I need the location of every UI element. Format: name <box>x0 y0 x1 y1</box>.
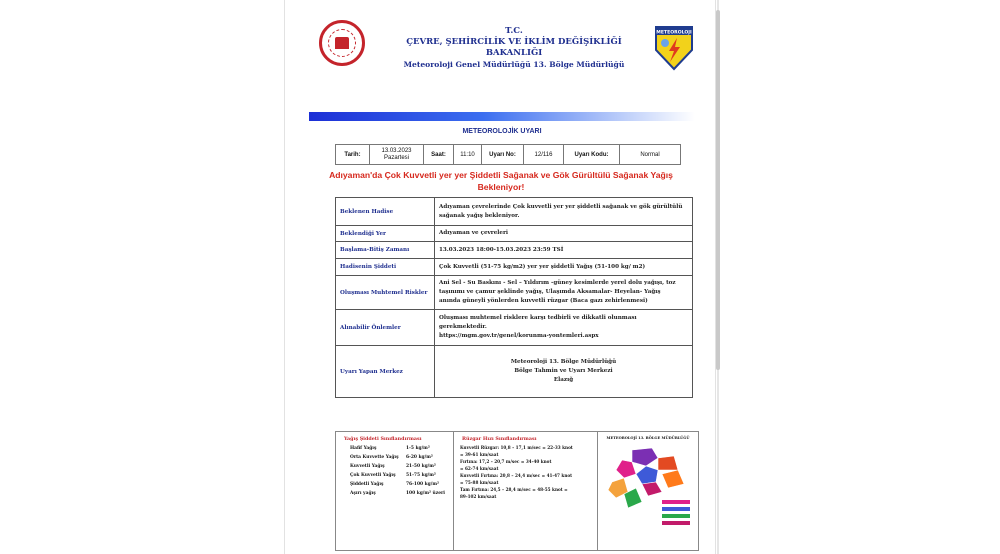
rain-title: Yağış Şiddeti Sınıflandırması <box>344 436 422 442</box>
table-row <box>336 310 693 346</box>
center-line-3: Elazığ <box>553 377 574 383</box>
risk-line-2: taşınımı ve çamur şeklinde yağış, Ulaşımda Aksamalar- Heyelan- Yağış <box>439 289 661 295</box>
headline-line-1: Adıyaman'da Çok Kuvvetli yer yer Şiddetli Sağanak ve Gök Gürültülü Sağanak Yağış <box>329 170 673 180</box>
list-item: Hafif Yağış 1-5 kg/m² <box>350 446 430 451</box>
warning-code-label: Uyarı Kodu: <box>564 145 620 164</box>
warning-headline <box>325 169 677 193</box>
risk-label: Oluşması Muhtemel Riskler <box>336 276 435 310</box>
list-item: Tam Fırtına: 24,5 – 28,4 m/sec = 48-55 knot = <box>460 487 568 492</box>
region-map-panel <box>598 432 698 550</box>
severity-value: Çok Kuvvetli (51-75 kg/m2) yer yer şiddetli Yağış (51-100 kg/ m2) <box>435 259 693 276</box>
place-value: Adıyaman ve çevreleri <box>435 226 693 242</box>
warning-code-value: Normal <box>640 151 660 158</box>
list-item: Orta Kuvvette Yağış 6-20 kg/m² <box>350 455 433 460</box>
map-title: METEOROLOJİ 13. BÖLGE MÜDÜRLÜĞÜ <box>606 436 690 440</box>
table-row <box>336 346 693 398</box>
date-label: Tarih: <box>336 145 370 164</box>
center-value <box>435 346 693 398</box>
list-item: Kuvvetli Rüzgar: 10,8 – 17,1 m/sec = 22-33 knot <box>460 445 573 450</box>
date-text: 13.03.2023 <box>381 147 412 154</box>
table-row <box>336 276 693 310</box>
list-item: Kuvvetli Fırtına: 20,8 – 24,4 m/sec = 41-47 knot <box>460 473 573 478</box>
header-line-2: ÇEVRE, ŞEHİRCİLİK VE İKLİM DEĞİŞİKLİĞİ <box>406 37 622 47</box>
event-label: Beklenen Hadise <box>336 198 435 226</box>
day-text: Pazartesi <box>383 154 409 161</box>
document-header <box>385 26 643 71</box>
list-item: = 75-88 km/saat <box>460 480 499 485</box>
center-line-2: Bölge Tahmin ve Uyarı Merkezi <box>514 368 613 374</box>
header-line-4: Meteoroloji Genel Müdürlüğü 13. Bölge Müdürlüğü <box>403 60 625 69</box>
center-line-1: Meteoroloji 13. Bölge Müdürlüğü <box>510 359 617 365</box>
warning-details-table <box>335 197 693 398</box>
meteoroloji-logo-icon <box>653 24 695 72</box>
headline-line-2: Bekleniyor! <box>477 182 525 192</box>
place-label: Beklendiği Yer <box>336 226 435 242</box>
warning-no-label: Uyarı No: <box>482 145 524 164</box>
classification-legend <box>335 431 699 551</box>
date-value <box>370 145 424 164</box>
measures-line-1: Oluşması muhtemel risklere karşı tedbirli ve dikkatli olunması <box>439 315 637 321</box>
warning-no-value: 12/116 <box>524 145 564 164</box>
table-row <box>336 242 693 259</box>
list-item: Şiddetli Yağış 76-100 kg/m² <box>350 482 439 487</box>
list-item: = 62-74 km/saat <box>460 466 499 471</box>
measures-label: Alınabilir Önlemler <box>336 310 435 346</box>
risk-value <box>435 276 693 310</box>
document-title: METEOROLOJİK UYARI <box>462 128 542 135</box>
header-line-3: BAKANLIĞI <box>485 48 543 58</box>
logo-text: METEOROLOJI <box>656 30 692 36</box>
wind-classification <box>454 432 598 550</box>
measures-value <box>435 310 693 346</box>
time-value: 11:10 <box>454 145 482 164</box>
document-page <box>284 0 716 554</box>
table-row <box>336 259 693 276</box>
warning-meta-row <box>335 144 681 165</box>
scrollbar-thumb[interactable] <box>716 10 720 370</box>
time-range-value: 13.03.2023 18:00-15.03.2023 23:59 TSİ <box>435 242 693 259</box>
list-item: Çok Kuvvetli Yağış 51-75 kg/m² <box>350 473 436 478</box>
rain-classification <box>336 432 454 550</box>
measures-link[interactable]: https://mgm.gov.tr/genel/korunma-yontemleri.aspx <box>439 333 599 339</box>
center-label: Uyarı Yapan Merkez <box>336 346 435 398</box>
list-item: Aşırı yağış 100 kg/m² üzeri <box>350 491 445 496</box>
list-item: = 39-61 km/saat <box>460 452 499 457</box>
table-row <box>336 226 693 242</box>
ministry-seal-icon <box>319 20 365 66</box>
wind-title: Rüzgar Hızı Sınıflandırması <box>462 436 537 442</box>
list-item: Kuvvetli Yağış 21-50 kg/m² <box>350 464 436 469</box>
header-line-1: T.C. <box>505 26 523 36</box>
measures-line-2: gerekmektedir. <box>439 324 487 330</box>
risk-line-1: Ani Sel - Su Baskını - Sel – Yıldırım -güney kesimlerde yerel dolu yağışı, toz <box>439 280 676 286</box>
list-item: Fırtına: 17,2 – 20,7 m/sec = 34-40 knot <box>460 459 552 464</box>
time-range-label: Başlama-Bitiş Zamanı <box>336 242 435 259</box>
severity-label: Hadisenin Şiddeti <box>336 259 435 276</box>
header-divider <box>309 112 695 121</box>
list-item: 89-102 km/saat <box>460 494 497 499</box>
time-label: Saat: <box>424 145 454 164</box>
event-value: Adıyaman çevrelerinde Çok kuvvetli yer yer şiddetli sağanak ve gök gürültülü sağanak yağış bekleniyor. <box>435 198 693 226</box>
table-row <box>336 198 693 226</box>
risk-line-3: anında güneyli yönlerden kuvvetli rüzgar (Baca gazı zehirlenmesi) <box>439 298 648 304</box>
region-map-icon <box>602 444 694 544</box>
